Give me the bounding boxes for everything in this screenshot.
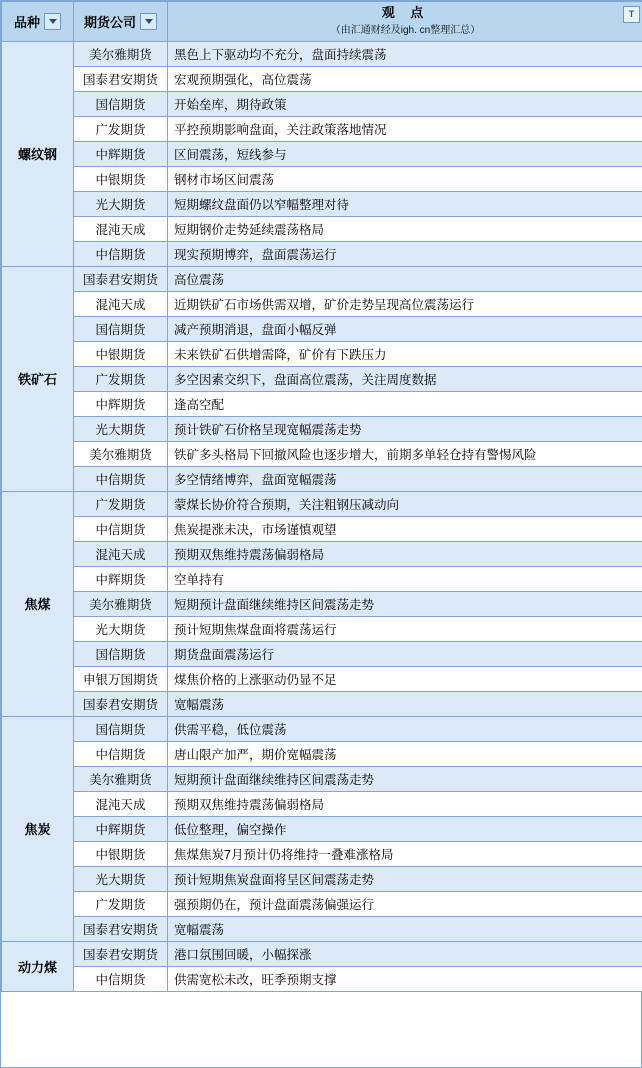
category-cell: 焦炭 xyxy=(2,716,74,941)
firm-cell: 中信期货 xyxy=(74,516,168,541)
table-body xyxy=(2,41,642,991)
firm-cell: 中银期货 xyxy=(74,166,168,191)
view-cell: 宽幅震荡 xyxy=(168,691,642,716)
view-cell: 预计短期焦炭盘面将呈区间震荡走势 xyxy=(168,866,642,891)
firm-cell: 中辉期货 xyxy=(74,816,168,841)
header-label-firm: 期货公司 xyxy=(83,14,136,30)
view-cell: 宽幅震荡 xyxy=(168,916,642,941)
view-cell: 近期铁矿石市场供需双增，矿价走势呈现高位震荡运行 xyxy=(168,291,642,316)
firm-cell: 国信期货 xyxy=(74,91,168,116)
table-corner-icon[interactable]: T xyxy=(623,6,640,23)
view-cell: 钢材市场区间震荡 xyxy=(168,166,642,191)
firm-cell: 广发期货 xyxy=(74,491,168,516)
view-cell: 期货盘面震荡运行 xyxy=(168,641,642,666)
view-cell: 铁矿多头格局下回撤风险也逐步增大，前期多单轻仓持有警惕风险 xyxy=(168,441,642,466)
table-row xyxy=(2,291,642,316)
firm-cell: 美尔雅期货 xyxy=(74,591,168,616)
firm-cell: 混沌天成 xyxy=(74,541,168,566)
header-cell-firm xyxy=(74,2,168,42)
table-row xyxy=(2,41,642,66)
table-row xyxy=(2,791,642,816)
view-cell: 多空因素交织下，盘面高位震荡，关注周度数据 xyxy=(168,366,642,391)
firm-cell: 混沌天成 xyxy=(74,791,168,816)
view-cell: 低位整理，偏空操作 xyxy=(168,816,642,841)
table-row xyxy=(2,241,642,266)
firm-cell: 中辉期货 xyxy=(74,566,168,591)
view-cell: 短期螺纹盘面仍以窄幅整理对待 xyxy=(168,191,642,216)
view-cell: 预期双焦维持震荡偏弱格局 xyxy=(168,541,642,566)
view-cell: 现实预期博弈，盘面震荡运行 xyxy=(168,241,642,266)
view-cell: 减产预期消退，盘面小幅反弹 xyxy=(168,316,642,341)
view-cell: 预计铁矿石价格呈现宽幅震荡走势 xyxy=(168,416,642,441)
view-cell: 蒙煤长协价符合预期，关注粗钢压减动向 xyxy=(168,491,642,516)
header-cell-view xyxy=(168,2,642,42)
category-cell: 铁矿石 xyxy=(2,266,74,491)
table-row xyxy=(2,216,642,241)
firm-cell: 国信期货 xyxy=(74,641,168,666)
view-cell: 唐山限产加严，期价宽幅震荡 xyxy=(168,741,642,766)
table-row xyxy=(2,391,642,416)
table-row xyxy=(2,316,642,341)
table-row xyxy=(2,716,642,741)
firm-cell: 美尔雅期货 xyxy=(74,766,168,791)
firm-cell: 中辉期货 xyxy=(74,141,168,166)
firm-cell: 广发期货 xyxy=(74,366,168,391)
header-label-category: 品种 xyxy=(13,14,40,30)
view-cell: 高位震荡 xyxy=(168,266,642,291)
table-row xyxy=(2,141,642,166)
view-cell: 强预期仍在，预计盘面震荡偏强运行 xyxy=(168,891,642,916)
view-cell: 空单持有 xyxy=(168,566,642,591)
table-row xyxy=(2,841,642,866)
firm-cell: 国泰君安期货 xyxy=(74,691,168,716)
table-row xyxy=(2,491,642,516)
view-cell: 宏观预期强化，高位震荡 xyxy=(168,66,642,91)
category-cell: 动力煤 xyxy=(2,941,74,991)
firm-cell: 申银万国期货 xyxy=(74,666,168,691)
table-row xyxy=(2,516,642,541)
table-row xyxy=(2,566,642,591)
view-cell: 多空情绪博弈，盘面宽幅震荡 xyxy=(168,466,642,491)
firm-cell: 中银期货 xyxy=(74,841,168,866)
table-row xyxy=(2,891,642,916)
firm-cell: 国泰君安期货 xyxy=(74,916,168,941)
filter-dropdown-icon-category[interactable] xyxy=(44,13,61,30)
firm-cell: 中银期货 xyxy=(74,341,168,366)
view-cell: 短期预计盘面继续维持区间震荡走势 xyxy=(168,766,642,791)
table-row xyxy=(2,666,642,691)
firm-cell: 美尔雅期货 xyxy=(74,441,168,466)
table-row xyxy=(2,166,642,191)
firm-cell: 国信期货 xyxy=(74,316,168,341)
firm-cell: 光大期货 xyxy=(74,616,168,641)
view-cell: 预期双焦维持震荡偏弱格局 xyxy=(168,791,642,816)
firm-cell: 混沌天成 xyxy=(74,216,168,241)
view-cell: 供需宽松未改，旺季预期支撑 xyxy=(168,966,642,991)
view-cell: 焦煤焦炭7月预计仍将维持一叠难涨格局 xyxy=(168,841,642,866)
table-row xyxy=(2,966,642,991)
table-row xyxy=(2,441,642,466)
table-row xyxy=(2,641,642,666)
view-cell: 供需平稳，低位震荡 xyxy=(168,716,642,741)
category-cell: 焦煤 xyxy=(2,491,74,716)
view-cell: 区间震荡，短线参与 xyxy=(168,141,642,166)
firm-cell: 中信期货 xyxy=(74,741,168,766)
table-row xyxy=(2,766,642,791)
firm-cell: 中信期货 xyxy=(74,466,168,491)
firm-cell: 广发期货 xyxy=(74,116,168,141)
firm-cell: 国泰君安期货 xyxy=(74,66,168,91)
firm-cell: 中信期货 xyxy=(74,241,168,266)
firm-cell: 中信期货 xyxy=(74,966,168,991)
table-row xyxy=(2,616,642,641)
firm-cell: 光大期货 xyxy=(74,416,168,441)
table-row xyxy=(2,91,642,116)
firm-cell: 国泰君安期货 xyxy=(74,941,168,966)
table-row xyxy=(2,816,642,841)
table-row xyxy=(2,741,642,766)
futures-views-table xyxy=(1,1,642,992)
table-row xyxy=(2,116,642,141)
table-row xyxy=(2,541,642,566)
view-cell: 煤焦价格的上涨驱动仍显不足 xyxy=(168,666,642,691)
table-row xyxy=(2,866,642,891)
firm-cell: 国泰君安期货 xyxy=(74,266,168,291)
view-cell: 短期钢价走势延续震荡格局 xyxy=(168,216,642,241)
table-row xyxy=(2,466,642,491)
category-cell: 螺纹钢 xyxy=(2,41,74,266)
firm-cell: 混沌天成 xyxy=(74,291,168,316)
table-row xyxy=(2,191,642,216)
view-cell: 开始垒库，期待政策 xyxy=(168,91,642,116)
view-cell: 预计短期焦煤盘面将震荡运行 xyxy=(168,616,642,641)
table-header xyxy=(2,2,642,42)
view-cell: 黑色上下驱动均不充分，盘面持续震荡 xyxy=(168,41,642,66)
table-row xyxy=(2,66,642,91)
table-row xyxy=(2,691,642,716)
filter-dropdown-icon-firm[interactable] xyxy=(140,13,157,30)
firm-cell: 光大期货 xyxy=(74,191,168,216)
firm-cell: 光大期货 xyxy=(74,866,168,891)
table-row xyxy=(2,266,642,291)
header-cell-category xyxy=(2,2,74,42)
view-cell: 平控预期影响盘面，关注政策落地情况 xyxy=(168,116,642,141)
view-cell: 短期预计盘面继续维持区间震荡走势 xyxy=(168,591,642,616)
view-cell: 未来铁矿石供增需降，矿价有下跌压力 xyxy=(168,341,642,366)
firm-cell: 美尔雅期货 xyxy=(74,41,168,66)
firm-cell: 国信期货 xyxy=(74,716,168,741)
table-row xyxy=(2,591,642,616)
header-label-view: 观 点 xyxy=(381,5,430,20)
table-row xyxy=(2,341,642,366)
view-cell: 焦炭提涨未决，市场谨慎观望 xyxy=(168,516,642,541)
firm-cell: 中辉期货 xyxy=(74,391,168,416)
table-row xyxy=(2,366,642,391)
header-subtitle-source: （由汇通财经及igh. cn整理汇总） xyxy=(330,25,481,37)
view-cell: 港口氛围回暖，小幅探涨 xyxy=(168,941,642,966)
firm-cell: 广发期货 xyxy=(74,891,168,916)
table-row xyxy=(2,916,642,941)
table-row xyxy=(2,416,642,441)
table-row xyxy=(2,941,642,966)
view-cell: 逢高空配 xyxy=(168,391,642,416)
